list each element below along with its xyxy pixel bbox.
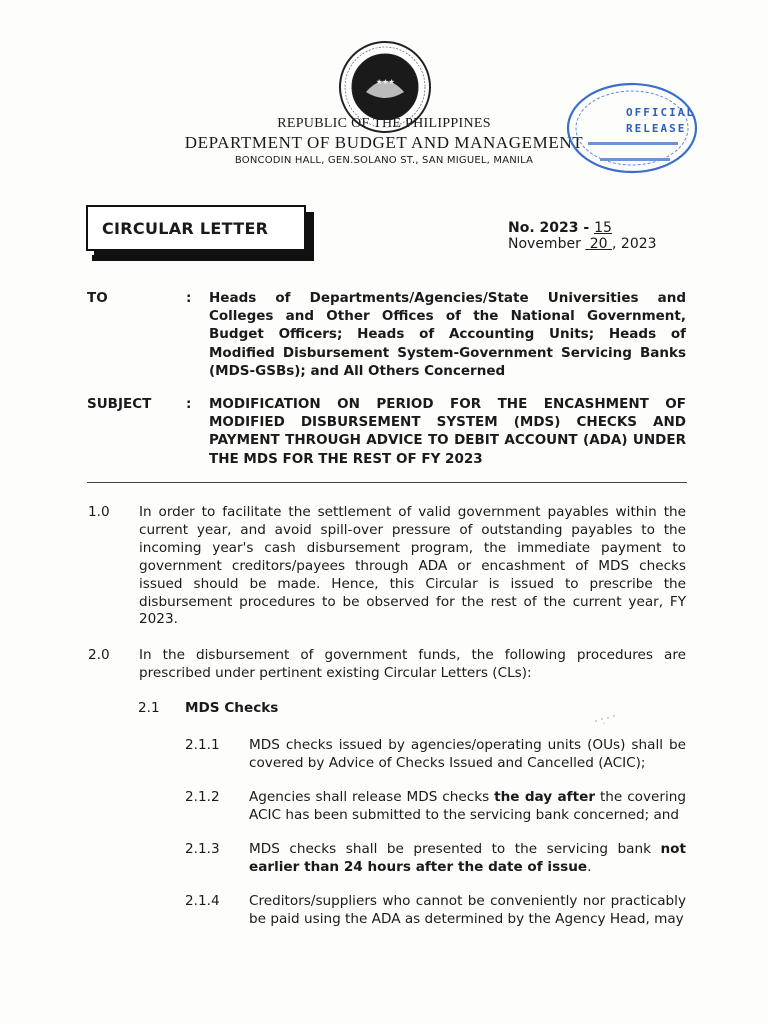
item-2-1-2-text-a: Agencies shall release MDS checks bbox=[249, 789, 495, 805]
item-2-1-2-text-c: the covering ACIC has been submitted to the servicing bank concerned; and bbox=[249, 789, 686, 823]
item-2-1-2-number: 2.1.2 bbox=[185, 789, 220, 805]
official-release-stamp bbox=[560, 80, 700, 180]
circular-number-label: No. 2023 - bbox=[508, 220, 590, 236]
item-2-1-3-number: 2.1.3 bbox=[185, 841, 220, 857]
subject-text: MODIFICATION ON PERIOD FOR THE ENCASHMENT OF MODIFIED DISBURSEMENT SYSTEM (MDS) CHECKS AND PAYMENT THROUGH ADVICE TO DEBIT ACCOUNT (ADA) UNDER THE MDS FOR THE REST OF FY 2023 bbox=[209, 396, 686, 467]
header-department: DEPARTMENT OF BUDGET AND MANAGEMENT bbox=[184, 133, 584, 152]
item-2-1-1-number: 2.1.1 bbox=[185, 737, 220, 753]
to-label: TO bbox=[87, 290, 108, 306]
section-1-number: 1.0 bbox=[88, 504, 110, 520]
section-2-1-title: MDS Checks bbox=[185, 700, 279, 716]
scan-speckle bbox=[592, 712, 622, 726]
section-2-1-number: 2.1 bbox=[138, 700, 160, 716]
circular-date bbox=[508, 236, 657, 252]
svg-text:OFFICIAL: OFFICIAL bbox=[626, 106, 695, 119]
item-2-1-3-text bbox=[249, 841, 686, 877]
to-colon: : bbox=[186, 290, 192, 306]
divider-line bbox=[87, 482, 687, 483]
subject-colon: : bbox=[186, 396, 192, 412]
item-2-1-3-text-a: MDS checks shall be presented to the servicing bank bbox=[249, 841, 661, 857]
svg-text:RELEASE: RELEASE bbox=[626, 122, 687, 135]
section-2-text: In the disbursement of government funds, the following procedures are prescribed under pertinent existing Circular Letters (CLs): bbox=[139, 647, 686, 681]
circular-box-underline bbox=[92, 255, 314, 261]
to-recipients: Heads of Departments/Agencies/State Universities and Colleges and Other Offices of the National Government, Budget Officers; Heads of Accounting Units; Heads of Modified Disbursement System-Government Servicing Banks (MDS-GSBs); and All Others Concerned bbox=[209, 290, 686, 379]
item-2-1-2-emphasis: the day after bbox=[494, 789, 596, 805]
section-1-text: In order to facilitate the settlement of valid government payables within the current year, and avoid spill-over pressure of outstanding payables to the incoming year's cash disbursement program, the immediate payment to government creditors/payees through ADA or encashment of MDS checks issued should be made. Hence, this Circular is issued to prescribe the disbursement procedures to be observed for the rest of the current year, FY 2023. bbox=[139, 504, 686, 628]
item-2-1-2-text bbox=[249, 789, 686, 825]
svg-text:★★★: ★★★ bbox=[376, 78, 395, 86]
header-republic: REPUBLIC OF THE PHILIPPINES bbox=[277, 116, 491, 131]
circular-number-value: 15 bbox=[594, 220, 612, 236]
header-address: BONCODIN HALL, GEN.SOLANO ST., SAN MIGUEL, MANILA bbox=[234, 155, 534, 166]
circular-number bbox=[508, 220, 612, 236]
item-2-1-1-text: MDS checks issued by agencies/operating units (OUs) shall be covered by Advice of Checks Issued and Cancelled (ACIC); bbox=[249, 737, 686, 771]
date-day-value: 20 bbox=[589, 236, 608, 252]
section-2-number: 2.0 bbox=[88, 647, 110, 663]
date-year: , 2023 bbox=[612, 236, 657, 252]
item-2-1-4-text: Creditors/suppliers who cannot be conveniently nor practicably be paid using the ADA as determined by the Agency Head, may bbox=[249, 893, 686, 927]
item-2-1-3-emphasis: not earlier than 24 hours after the date of issue bbox=[249, 841, 686, 875]
circular-letter-title: CIRCULAR LETTER bbox=[86, 205, 306, 251]
subject-label: SUBJECT bbox=[87, 396, 152, 412]
item-2-1-4-number: 2.1.4 bbox=[185, 893, 220, 909]
date-day bbox=[585, 236, 612, 252]
item-2-1-3-text-c: . bbox=[587, 858, 592, 875]
date-month: November bbox=[508, 236, 581, 252]
